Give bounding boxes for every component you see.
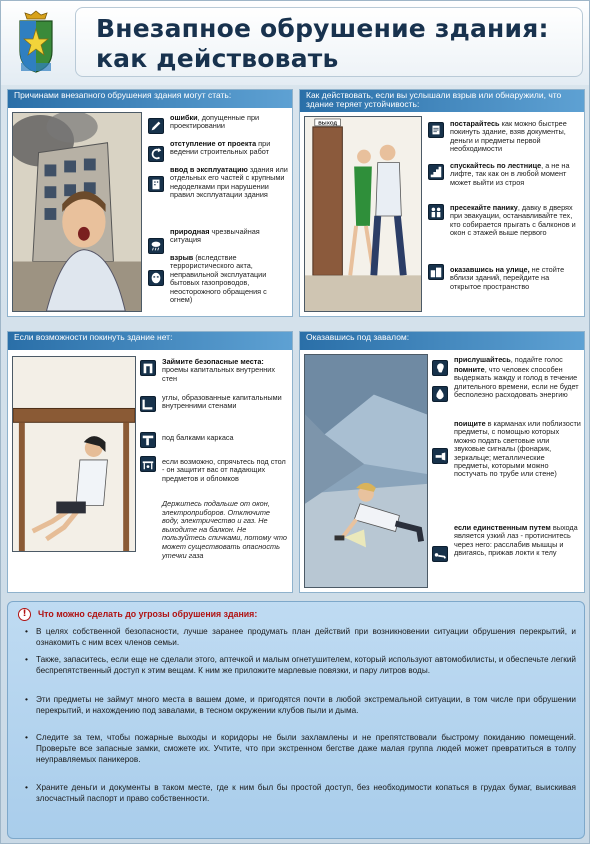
building-icon (148, 176, 164, 192)
actions-list (450, 120, 582, 316)
stay-item: если возможно, спрячьтесь под стол - он защитит вас от падающих предметов и обломков (162, 457, 286, 483)
crawl-icon (432, 546, 448, 562)
prevention-bullet: • Следите за тем, чтобы пожарные выходы и коридоры не были захламлены и не препятствовали быстрому покиданию помещений. Проверьте все запасные замки, сможете их. Учтите, что при экстренном бегстве даже малая группа людей может превратиться в толпу неуправляемых паникеров. (25, 732, 576, 765)
corner-icon (140, 396, 156, 412)
flashlight-icon (432, 448, 448, 464)
causes-list (170, 114, 290, 314)
rubble-item: помните, что человек способен выдержать жажду и голод в течение длительного времени, если не будет бесполезно расходовать энергию (454, 365, 579, 400)
rubble-list (454, 356, 582, 588)
warning-icon: ! (18, 608, 31, 621)
rain-icon (148, 238, 164, 254)
stay-list (162, 358, 290, 498)
action-item: постарайтесь как можно быстрее покинуть здание, взяв документы, деньги и предметы первой необходимости (450, 119, 567, 154)
beam-icon (140, 432, 156, 448)
crowd-icon (428, 204, 444, 220)
panel-actions-heading: Как действовать, если вы услышали взрыв или обнаружили, что здание теряет устойчивость: (300, 90, 584, 112)
mask-icon (148, 270, 164, 286)
table-icon (140, 456, 156, 472)
cause-item: ошибки, допущенные при проектировании (170, 113, 260, 131)
document-icon (428, 122, 444, 138)
door-sign: ВЫХОД (318, 121, 337, 127)
action-item: спускайтесь по лестнице, а не на лифте, так как он в любой момент может выйти из строя (450, 161, 570, 187)
cause-item: отступление от проекта при ведении строительных работ (170, 139, 271, 157)
action-item: оказавшись на улице, не стойте вблизи зданий, перейдите на открытое пространство (450, 265, 565, 291)
stay-item: углы, образованные капитальными внутренними стенами (162, 393, 282, 411)
prevention-bullet: • Эти предметы не займут много места в вашем доме, и пригодятся почти в любой экстремальной ситуации, в том числе при обрушении перекрытий, и нахождению под завалами, в тесном окружении клубов пыли и дыма. (25, 694, 576, 716)
actions-icons (428, 118, 446, 308)
prevention-bullet: • Также, запаситесь, если еще не сделали этого, аптечкой и малым огнетушителем, который используют автомобилисты, и обеспечьте легкий беспрепятственный доступ к этим вещам. К ним же приложите марлевые повязки, и пару литров воды. (25, 654, 576, 676)
panel-stay-heading: Если возможности покинуть здание нет: (8, 332, 292, 350)
illustration-trapped (304, 354, 428, 588)
rubble-icons (432, 356, 450, 586)
stay-item: Займите безопасные места: проемы капитальных внутренних стен (162, 357, 275, 383)
panel-stay (7, 331, 293, 593)
illustration-collapse (12, 112, 142, 312)
stay-item: под балками каркаса (162, 433, 234, 442)
coat-of-arms-icon (15, 9, 57, 75)
header (1, 1, 590, 85)
page-subtitle: как действовать (96, 44, 339, 73)
action-item: пресекайте панику, давку в дверях при эвакуации, останавливайте тех, кто собирается прыгать с балконов и окон с этажей выше первого (450, 203, 576, 238)
title-box (75, 7, 583, 77)
panel-rubble (299, 331, 585, 593)
prevention-section (7, 601, 585, 839)
cause-item: ввод в эксплуатацию здания или отдельных его частей с крупными недоделками при нарушении правил эксплуатации здания (170, 165, 288, 200)
cause-item: природная чрезвычайная ситуация (170, 227, 260, 245)
doorway-icon (140, 360, 156, 376)
buildings-icon (428, 264, 444, 280)
panel-rubble-heading: Оказавшись под завалом: (300, 332, 584, 350)
ear-icon (432, 360, 448, 376)
stay-icons (140, 356, 158, 556)
illustration-under-table (12, 356, 136, 552)
rubble-item: поищите в карманах или поблизости предметы, с помощью которых можно подать световые или звуковые сигналы (фонарик, зеркальце; металлические предметы, которыми можно постучать по трубе или стене) (454, 419, 581, 479)
prevention-bullet: • Храните деньги и документы в таком месте, где к ним был бы простой доступ, без необходимости копаться в грудах бумаг, выискивая злосчастный паспорт и право собственности. (25, 782, 576, 804)
safety-note: Держитесь подальше от окон, электроприборов. Отключите воду, электричество и газ. Не выходите на балкон. Не пользуйтесь спичками, потому что может существовать опасность утечки газа (162, 499, 287, 560)
illustration-evacuation (304, 116, 422, 312)
arrow-back-icon (148, 146, 164, 162)
prevention-heading: Что можно сделать до угрозы обрушения здания: (38, 609, 258, 619)
pencil-icon (148, 118, 164, 134)
page-title: Внезапное обрушение здания: (96, 14, 549, 43)
prevention-bullet: • В целях собственной безопасности, лучше заранее продумать план действий при возникновении ситуации обрушения перекрытий, и ознакомить с ним всех членов семьи. (25, 626, 576, 648)
causes-icons (148, 114, 166, 310)
water-drop-icon (432, 386, 448, 402)
stairs-icon (428, 164, 444, 180)
rubble-item: прислушайтесь, подайте голос (454, 355, 563, 364)
panel-causes-heading: Причинами внезапного обрушения здания могут стать: (8, 90, 292, 108)
rubble-item: если единственным путем выхода является узкий лаз - протиснитесь через него: расслабив мышцы и двигаясь, прижав локти к телу (454, 523, 578, 558)
panel-causes (7, 89, 293, 317)
panel-actions (299, 89, 585, 317)
cause-item: взрыв (вследствие террористического акта, неправильной эксплуатации бытовых газопроводов, неосторожного обращения с огнем) (170, 253, 267, 305)
